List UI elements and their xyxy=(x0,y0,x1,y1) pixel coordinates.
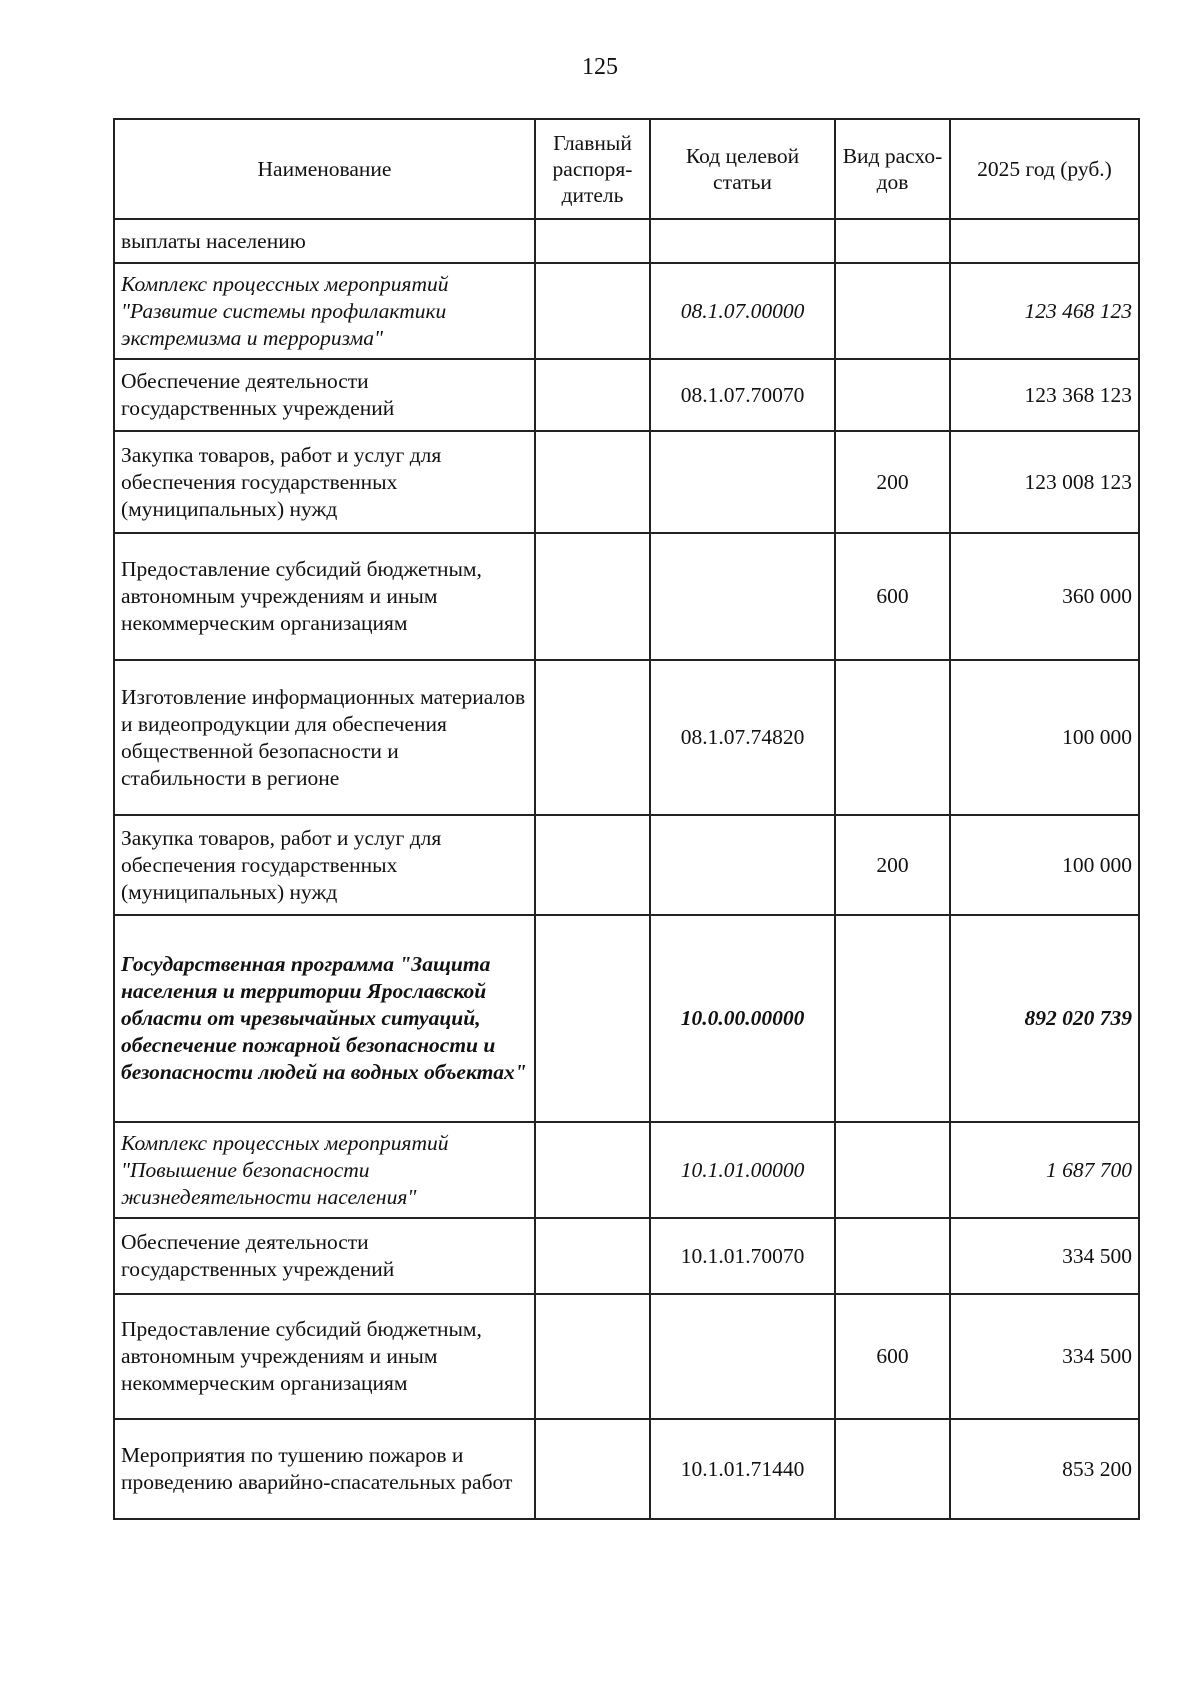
amount-cell: 892 020 739 xyxy=(950,915,1139,1122)
type-cell xyxy=(835,915,950,1122)
name-cell: Комплекс процессных мероприятий "Развитие системы профилактики экстремизма и терроризма" xyxy=(114,263,535,359)
manager-cell xyxy=(535,660,650,815)
table-header-row xyxy=(114,119,1139,219)
name-cell: Обеспечение деятельности государственных учреждений xyxy=(114,359,535,431)
code-cell: 08.1.07.74820 xyxy=(650,660,835,815)
manager-cell xyxy=(535,431,650,533)
name-cell: Мероприятия по тушению пожаров и проведению аварийно-спасательных работ xyxy=(114,1419,535,1519)
manager-cell xyxy=(535,219,650,263)
code-cell xyxy=(650,815,835,915)
amount-cell: 1 687 700 xyxy=(950,1122,1139,1218)
page-number: 125 xyxy=(582,54,618,80)
name-cell: Закупка товаров, работ и услуг для обеспечения государственных (муниципальных) нужд xyxy=(114,431,535,533)
amount-cell: 123 468 123 xyxy=(950,263,1139,359)
type-cell xyxy=(835,263,950,359)
amount-cell xyxy=(950,219,1139,263)
header-type: Вид расхо-дов xyxy=(835,119,950,219)
amount-cell: 100 000 xyxy=(950,815,1139,915)
table-row xyxy=(114,915,1139,1122)
name-cell: Государственная программа "Защита населения и территории Ярославской области от чрезвычайных ситуаций, обеспечение пожарной безопасности и безопасности людей на водных объектах" xyxy=(114,915,535,1122)
header-amount: 2025 год (руб.) xyxy=(950,119,1139,219)
type-cell xyxy=(835,1218,950,1294)
code-cell: 08.1.07.00000 xyxy=(650,263,835,359)
name-cell: Изготовление информационных материалов и видеопродукции для обеспечения общественной безопасности и стабильности в регионе xyxy=(114,660,535,815)
manager-cell xyxy=(535,1419,650,1519)
manager-cell xyxy=(535,1218,650,1294)
type-cell xyxy=(835,219,950,263)
code-cell xyxy=(650,431,835,533)
table-row xyxy=(114,1122,1139,1218)
code-cell: 10.1.01.00000 xyxy=(650,1122,835,1218)
amount-cell: 853 200 xyxy=(950,1419,1139,1519)
name-cell: Обеспечение деятельности государственных учреждений xyxy=(114,1218,535,1294)
code-cell: 10.1.01.70070 xyxy=(650,1218,835,1294)
type-cell xyxy=(835,1122,950,1218)
type-cell: 200 xyxy=(835,815,950,915)
type-cell xyxy=(835,1419,950,1519)
manager-cell xyxy=(535,359,650,431)
type-cell: 600 xyxy=(835,1294,950,1419)
name-cell: Закупка товаров, работ и услуг для обеспечения государственных (муниципальных) нужд xyxy=(114,815,535,915)
table-row xyxy=(114,533,1139,660)
table-row xyxy=(114,359,1139,431)
table-row xyxy=(114,263,1139,359)
table-row xyxy=(114,1294,1139,1419)
code-cell xyxy=(650,533,835,660)
type-cell xyxy=(835,359,950,431)
type-cell: 600 xyxy=(835,533,950,660)
table-row xyxy=(114,660,1139,815)
amount-cell: 360 000 xyxy=(950,533,1139,660)
table-row xyxy=(114,431,1139,533)
manager-cell xyxy=(535,1122,650,1218)
manager-cell xyxy=(535,815,650,915)
amount-cell: 123 008 123 xyxy=(950,431,1139,533)
header-code: Код целевой статьи xyxy=(650,119,835,219)
header-name: Наименование xyxy=(114,119,535,219)
name-cell: выплаты населению xyxy=(114,219,535,263)
name-cell: Комплекс процессных мероприятий "Повышение безопасности жизнедеятельности населения" xyxy=(114,1122,535,1218)
name-cell: Предоставление субсидий бюджетным, автономным учреждениям и иным некоммерческим организациям xyxy=(114,533,535,660)
code-cell: 08.1.07.70070 xyxy=(650,359,835,431)
table-row xyxy=(114,1218,1139,1294)
amount-cell: 334 500 xyxy=(950,1294,1139,1419)
manager-cell xyxy=(535,533,650,660)
budget-table xyxy=(113,118,1140,1520)
manager-cell xyxy=(535,1294,650,1419)
amount-cell: 334 500 xyxy=(950,1218,1139,1294)
amount-cell: 100 000 xyxy=(950,660,1139,815)
manager-cell xyxy=(535,915,650,1122)
table-body xyxy=(114,219,1139,1519)
header-manager: Главный распоря-дитель xyxy=(535,119,650,219)
amount-cell: 123 368 123 xyxy=(950,359,1139,431)
code-cell: 10.1.01.71440 xyxy=(650,1419,835,1519)
type-cell: 200 xyxy=(835,431,950,533)
code-cell xyxy=(650,219,835,263)
type-cell xyxy=(835,660,950,815)
table-row xyxy=(114,815,1139,915)
table-row xyxy=(114,219,1139,263)
code-cell: 10.0.00.00000 xyxy=(650,915,835,1122)
name-cell: Предоставление субсидий бюджетным, автономным учреждениям и иным некоммерческим организациям xyxy=(114,1294,535,1419)
manager-cell xyxy=(535,263,650,359)
code-cell xyxy=(650,1294,835,1419)
table-row xyxy=(114,1419,1139,1519)
